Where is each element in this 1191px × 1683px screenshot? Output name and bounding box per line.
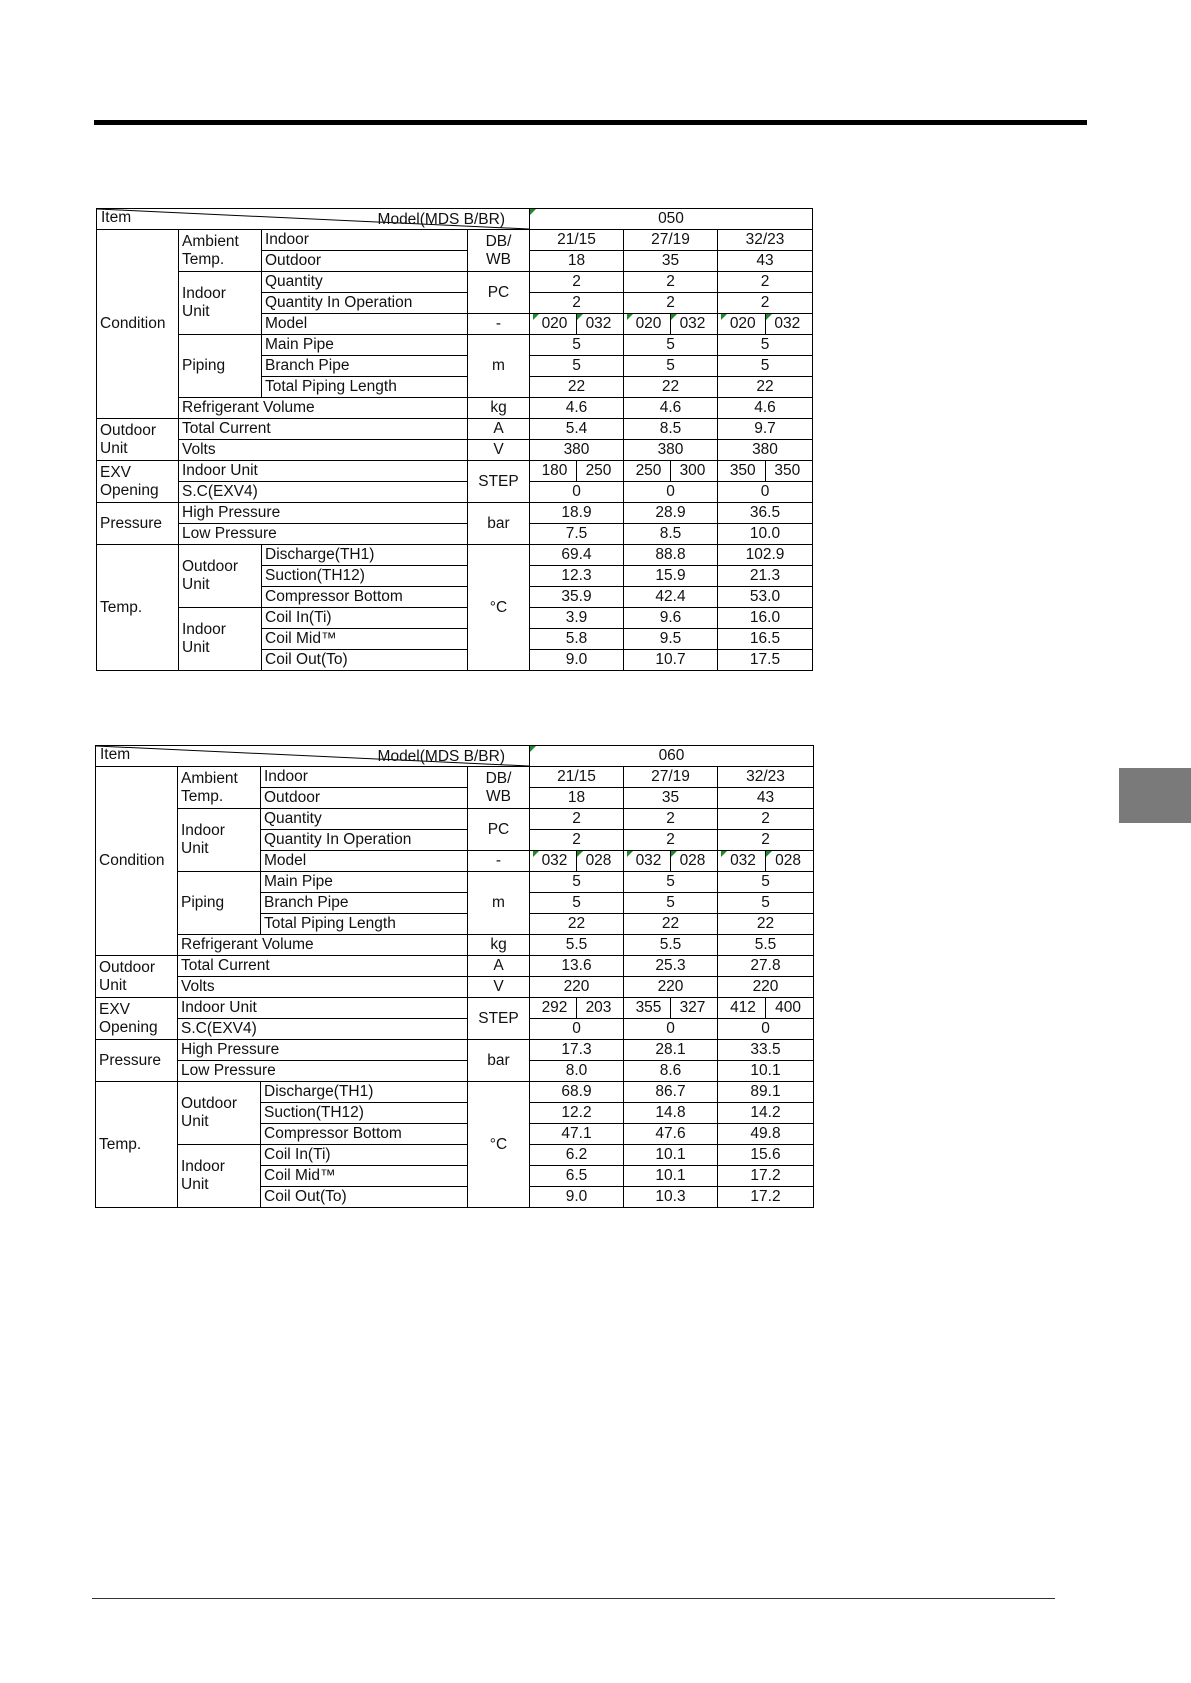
table-row — [97, 398, 813, 419]
condition-label: Condition — [97, 230, 179, 419]
discharge-label: Discharge(TH1) — [262, 545, 468, 566]
cell: 35 — [624, 788, 718, 809]
cell: 12.3 — [530, 566, 624, 587]
total-current-label: Total Current — [179, 419, 468, 440]
cell: 5 — [530, 335, 624, 356]
cell: 69.4 — [530, 545, 624, 566]
table-row — [96, 809, 814, 830]
cell: 17.2 — [718, 1166, 814, 1187]
cell: 5 — [718, 872, 814, 893]
volts-label: Volts — [178, 977, 468, 998]
model-series-label: Model(MDS B/BR) — [377, 211, 505, 228]
cell: 17.3 — [530, 1040, 624, 1061]
dbwb-unit: DB/ WB — [468, 767, 530, 809]
unit-bar: bar — [468, 503, 530, 545]
cell: 86.7 — [624, 1082, 718, 1103]
total-piping-length-label: Total Piping Length — [261, 914, 468, 935]
cell: 9.0 — [530, 650, 624, 671]
table-row — [96, 977, 814, 998]
table-row — [97, 524, 813, 545]
cell: 32/23 — [718, 767, 814, 788]
piping-label: Piping — [179, 335, 262, 398]
header-corner — [97, 209, 530, 230]
table-row — [97, 272, 813, 293]
pressure-label: Pressure — [97, 503, 179, 545]
cell: 2 — [718, 830, 814, 851]
unit-m: m — [468, 335, 530, 398]
cell: 5.5 — [718, 935, 814, 956]
cell: 47.1 — [530, 1124, 624, 1145]
cell: 5 — [624, 335, 718, 356]
ambient-temp-label: Ambient Temp. — [179, 230, 262, 272]
cell: 10.3 — [624, 1187, 718, 1208]
cell: 4.6 — [530, 398, 624, 419]
discharge-label: Discharge(TH1) — [261, 1082, 468, 1103]
cell: 5.5 — [530, 935, 624, 956]
suction-label: Suction(TH12) — [261, 1103, 468, 1124]
piping-label: Piping — [178, 872, 261, 935]
cell: 28.9 — [624, 503, 718, 524]
cell: 5 — [530, 356, 624, 377]
cell: 180 250 — [530, 461, 624, 482]
cell: 88.8 — [624, 545, 718, 566]
cell: 18 — [530, 788, 624, 809]
cell: 10.1 — [624, 1145, 718, 1166]
cell: 020 032 — [624, 314, 718, 335]
cell: 5 — [624, 893, 718, 914]
exv-indoor-unit-label: Indoor Unit — [179, 461, 468, 482]
sc-exv4-label: S.C(EXV4) — [179, 482, 468, 503]
cell: 35 — [624, 251, 718, 272]
cell: 380 — [718, 440, 813, 461]
cell: 412 400 — [718, 998, 814, 1019]
table-row — [96, 746, 814, 767]
cell: 22 — [718, 377, 813, 398]
unit-deg-c: °C — [468, 545, 530, 671]
unit-a: A — [468, 419, 530, 440]
cell: 7.5 — [530, 524, 624, 545]
unit-deg-c: °C — [468, 1082, 530, 1208]
cell: 5.4 — [530, 419, 624, 440]
cell: 220 — [624, 977, 718, 998]
cell: 21.3 — [718, 566, 813, 587]
cell: 16.5 — [718, 629, 813, 650]
cell: 9.6 — [624, 608, 718, 629]
cell: 10.7 — [624, 650, 718, 671]
unit-pc: PC — [468, 809, 530, 851]
refrigerant-volume-label: Refrigerant Volume — [178, 935, 468, 956]
cell: 13.6 — [530, 956, 624, 977]
cell: 22 — [624, 377, 718, 398]
model-number: 050 — [530, 209, 813, 230]
dbwb-unit: DB/ WB — [468, 230, 530, 272]
cell: 2 — [530, 830, 624, 851]
coil-mid-label: Coil Mid™ — [262, 629, 468, 650]
cell: 32/23 — [718, 230, 813, 251]
cell: 220 — [530, 977, 624, 998]
cell: 032 028 — [530, 851, 624, 872]
cell: 020 032 — [718, 314, 813, 335]
cell: 0 — [624, 482, 718, 503]
total-piping-length-label: Total Piping Length — [262, 377, 468, 398]
low-pressure-label: Low Pressure — [178, 1061, 468, 1082]
cell: 8.5 — [624, 524, 718, 545]
cell: 42.4 — [624, 587, 718, 608]
indoor-unit-label: Indoor Unit — [179, 272, 262, 335]
cell: 2 — [624, 293, 718, 314]
cell: 18 — [530, 251, 624, 272]
exv-opening-label: EXV Opening — [97, 461, 179, 503]
table-row — [97, 461, 813, 482]
suction-label: Suction(TH12) — [262, 566, 468, 587]
table-row — [97, 209, 813, 230]
table-row — [96, 767, 814, 788]
coil-out-label: Coil Out(To) — [262, 650, 468, 671]
cell: 8.5 — [624, 419, 718, 440]
cell: 17.2 — [718, 1187, 814, 1208]
cell: 10.0 — [718, 524, 813, 545]
model-label: Model — [262, 314, 468, 335]
unit-step: STEP — [468, 998, 530, 1040]
cell: 5 — [718, 356, 813, 377]
high-pressure-label: High Pressure — [178, 1040, 468, 1061]
quantity-label: Quantity — [261, 809, 468, 830]
table-row — [97, 335, 813, 356]
cell: 220 — [718, 977, 814, 998]
coil-out-label: Coil Out(To) — [261, 1187, 468, 1208]
table-row — [97, 440, 813, 461]
exv-indoor-unit-label: Indoor Unit — [178, 998, 468, 1019]
cell: 35.9 — [530, 587, 624, 608]
cell: 292 203 — [530, 998, 624, 1019]
outdoor-label: Outdoor — [262, 251, 468, 272]
cell: 2 — [624, 272, 718, 293]
table-row — [96, 1019, 814, 1040]
cell: 2 — [530, 809, 624, 830]
cell: 21/15 — [530, 767, 624, 788]
unit-dash: - — [468, 851, 530, 872]
cell: 25.3 — [624, 956, 718, 977]
ambient-temp-label: Ambient Temp. — [178, 767, 261, 809]
item-label: Item — [101, 209, 132, 226]
temp-label: Temp. — [97, 545, 179, 671]
cell: 0 — [530, 482, 624, 503]
table-row — [96, 956, 814, 977]
cell: 21/15 — [530, 230, 624, 251]
cell: 15.9 — [624, 566, 718, 587]
unit-step: STEP — [468, 461, 530, 503]
cell: 2 — [624, 809, 718, 830]
cell: 0 — [530, 1019, 624, 1040]
cell: 2 — [718, 809, 814, 830]
cell: 5 — [530, 893, 624, 914]
table-row — [97, 608, 813, 629]
temp-outdoor-unit-label: Outdoor Unit — [178, 1082, 261, 1145]
cell: 27.8 — [718, 956, 814, 977]
cell: 2 — [624, 830, 718, 851]
cell: 53.0 — [718, 587, 813, 608]
cell: 4.6 — [624, 398, 718, 419]
bottom-rule — [92, 1598, 1055, 1599]
cell: 2 — [530, 272, 624, 293]
cell: 27/19 — [624, 230, 718, 251]
unit-pc: PC — [468, 272, 530, 314]
cell: 22 — [530, 914, 624, 935]
cell: 355 327 — [624, 998, 718, 1019]
condition-label: Condition — [96, 767, 178, 956]
unit-v: V — [468, 977, 530, 998]
cell: 5 — [718, 893, 814, 914]
table-row — [96, 1145, 814, 1166]
unit-a: A — [468, 956, 530, 977]
cell: 12.2 — [530, 1103, 624, 1124]
temp-indoor-unit-label: Indoor Unit — [178, 1145, 261, 1208]
cell: 28.1 — [624, 1040, 718, 1061]
cell: 8.6 — [624, 1061, 718, 1082]
outdoor-unit-label: Outdoor Unit — [97, 419, 179, 461]
cell: 18.9 — [530, 503, 624, 524]
high-pressure-label: High Pressure — [179, 503, 468, 524]
model-series-label: Model(MDS B/BR) — [377, 748, 505, 765]
cell: 47.6 — [624, 1124, 718, 1145]
unit-v: V — [468, 440, 530, 461]
table-row — [97, 503, 813, 524]
cell: 380 — [530, 440, 624, 461]
table-row — [96, 1040, 814, 1061]
cell: 5 — [530, 872, 624, 893]
cell: 49.8 — [718, 1124, 814, 1145]
temp-outdoor-unit-label: Outdoor Unit — [179, 545, 262, 608]
cell: 10.1 — [718, 1061, 814, 1082]
cell: 2 — [718, 293, 813, 314]
cell: 380 — [624, 440, 718, 461]
outdoor-label: Outdoor — [261, 788, 468, 809]
cell: 020 032 — [530, 314, 624, 335]
branch-pipe-label: Branch Pipe — [262, 356, 468, 377]
unit-bar: bar — [468, 1040, 530, 1082]
cell: 43 — [718, 788, 814, 809]
refrigerant-volume-label: Refrigerant Volume — [179, 398, 468, 419]
performance-table-050 — [96, 208, 813, 671]
model-number: 060 — [530, 746, 814, 767]
cell: 16.0 — [718, 608, 813, 629]
coil-in-label: Coil In(Ti) — [262, 608, 468, 629]
compressor-bottom-label: Compressor Bottom — [261, 1124, 468, 1145]
table-row — [97, 419, 813, 440]
cell: 43 — [718, 251, 813, 272]
main-pipe-label: Main Pipe — [262, 335, 468, 356]
coil-mid-label: Coil Mid™ — [261, 1166, 468, 1187]
temp-label: Temp. — [96, 1082, 178, 1208]
quantity-in-operation-label: Quantity In Operation — [261, 830, 468, 851]
table-row — [97, 545, 813, 566]
table-row — [96, 998, 814, 1019]
cell: 89.1 — [718, 1082, 814, 1103]
cell: 68.9 — [530, 1082, 624, 1103]
model-label: Model — [261, 851, 468, 872]
indoor-label: Indoor — [262, 230, 468, 251]
cell: 5.8 — [530, 629, 624, 650]
cell: 2 — [718, 272, 813, 293]
cell: 0 — [718, 482, 813, 503]
quantity-in-operation-label: Quantity In Operation — [262, 293, 468, 314]
cell: 36.5 — [718, 503, 813, 524]
cell: 14.2 — [718, 1103, 814, 1124]
cell: 14.8 — [624, 1103, 718, 1124]
top-rule — [94, 120, 1087, 125]
table-row — [96, 935, 814, 956]
cell: 5 — [624, 872, 718, 893]
unit-kg: kg — [468, 398, 530, 419]
cell: 032 028 — [624, 851, 718, 872]
cell: 5.5 — [624, 935, 718, 956]
cell: 102.9 — [718, 545, 813, 566]
total-current-label: Total Current — [178, 956, 468, 977]
indoor-unit-label: Indoor Unit — [178, 809, 261, 872]
table-row — [96, 872, 814, 893]
unit-kg: kg — [468, 935, 530, 956]
cell: 22 — [530, 377, 624, 398]
cell: 3.9 — [530, 608, 624, 629]
cell: 5 — [718, 335, 813, 356]
cell: 9.5 — [624, 629, 718, 650]
cell: 15.6 — [718, 1145, 814, 1166]
low-pressure-label: Low Pressure — [179, 524, 468, 545]
volts-label: Volts — [179, 440, 468, 461]
cell: 2 — [530, 293, 624, 314]
header-corner — [96, 746, 530, 767]
temp-indoor-unit-label: Indoor Unit — [179, 608, 262, 671]
cell: 33.5 — [718, 1040, 814, 1061]
indoor-label: Indoor — [261, 767, 468, 788]
cell: 350 350 — [718, 461, 813, 482]
cell: 6.5 — [530, 1166, 624, 1187]
item-label: Item — [100, 746, 131, 763]
table-row — [97, 482, 813, 503]
cell: 0 — [718, 1019, 814, 1040]
cell: 8.0 — [530, 1061, 624, 1082]
cell: 9.7 — [718, 419, 813, 440]
pressure-label: Pressure — [96, 1040, 178, 1082]
unit-m: m — [468, 872, 530, 935]
quantity-label: Quantity — [262, 272, 468, 293]
cell: 22 — [718, 914, 814, 935]
performance-table-060 — [95, 745, 814, 1208]
table-row — [97, 230, 813, 251]
exv-opening-label: EXV Opening — [96, 998, 178, 1040]
cell: 032 028 — [718, 851, 814, 872]
cell: 22 — [624, 914, 718, 935]
cell: 0 — [624, 1019, 718, 1040]
cell: 4.6 — [718, 398, 813, 419]
cell: 9.0 — [530, 1187, 624, 1208]
sc-exv4-label: S.C(EXV4) — [178, 1019, 468, 1040]
unit-dash: - — [468, 314, 530, 335]
table-row — [96, 1082, 814, 1103]
branch-pipe-label: Branch Pipe — [261, 893, 468, 914]
cell: 27/19 — [624, 767, 718, 788]
cell: 10.1 — [624, 1166, 718, 1187]
cell: 5 — [624, 356, 718, 377]
cell: 250 300 — [624, 461, 718, 482]
section-tab — [1119, 768, 1191, 823]
table-row — [96, 1061, 814, 1082]
compressor-bottom-label: Compressor Bottom — [262, 587, 468, 608]
main-pipe-label: Main Pipe — [261, 872, 468, 893]
outdoor-unit-label: Outdoor Unit — [96, 956, 178, 998]
cell: 6.2 — [530, 1145, 624, 1166]
cell: 17.5 — [718, 650, 813, 671]
coil-in-label: Coil In(Ti) — [261, 1145, 468, 1166]
